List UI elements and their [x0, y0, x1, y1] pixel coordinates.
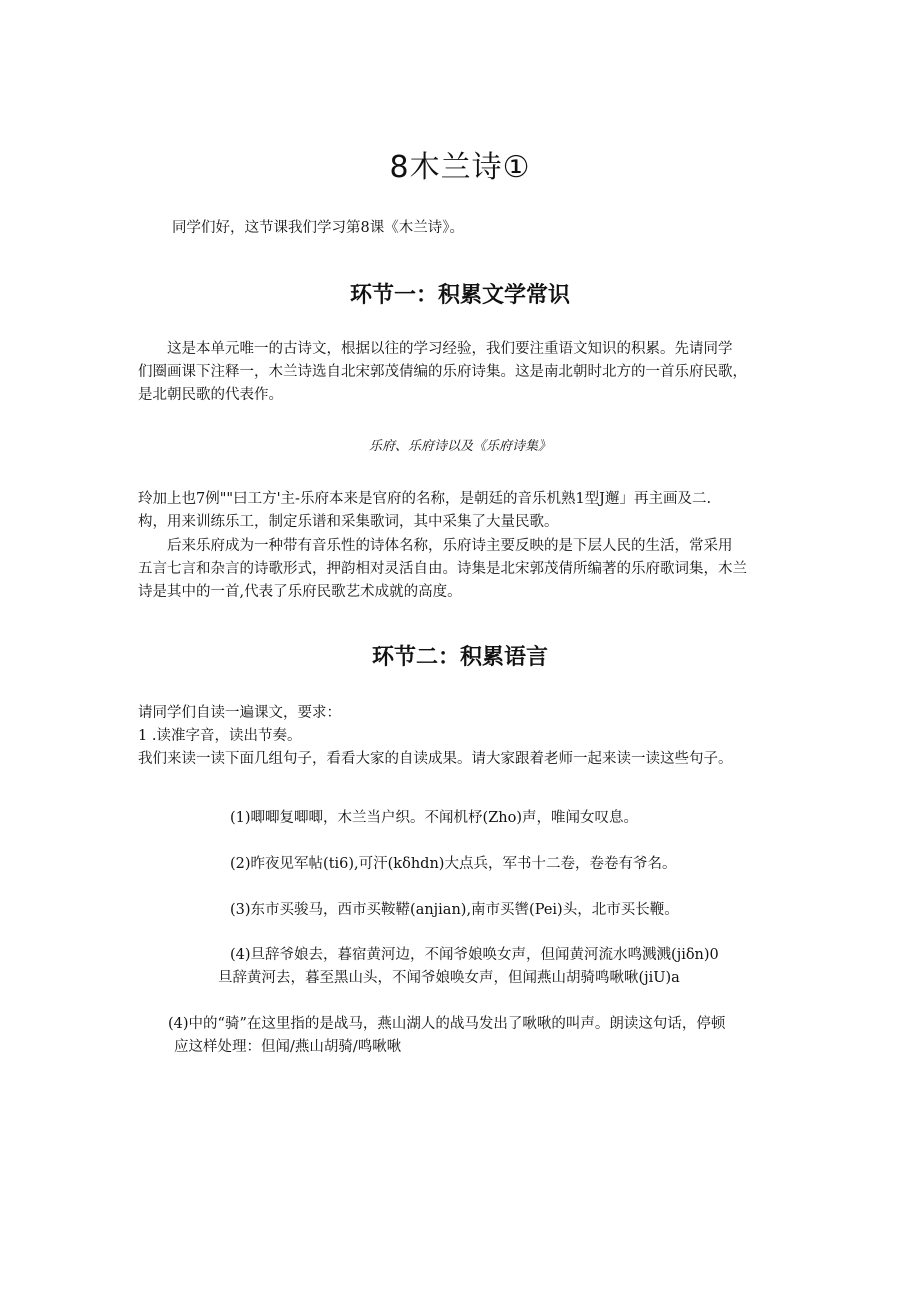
instruction-line: 请同学们自读一遍课文，要求： — [138, 705, 341, 721]
paragraph-line: 诗是其中的一首,代表了乐府民歌艺术成就的高度。 — [138, 584, 462, 600]
sentence-2: (2)昨夜见军帖(ti6),可汗(kδhdn)大点兵，军书十二卷，卷卷有爷名。 — [230, 856, 677, 872]
page-title: 8木兰诗① — [389, 150, 531, 185]
section2-heading: 环节二：积累语言 — [371, 645, 548, 670]
paragraph-line: 五言七言和杂言的诗歌形式，押韵相对灵活自由。诗集是北宋郭茂倩所编著的乐府歌词集，木兰 — [138, 561, 747, 577]
intro-text: 同学们好，这节课我们学习第8课《木兰诗》。 — [172, 220, 464, 236]
section1-caption: 乐府、乐府诗以及《乐府诗集》 — [368, 439, 551, 454]
sentence-1: (1)唧唧复唧唧，木兰当户织。不闻机杼(Zho)声，唯闻女叹息。 — [230, 810, 638, 826]
paragraph-line: 这是本单元唯一的古诗文，根据以往的学习经验，我们要注重语文知识的积累。先请同学 — [167, 341, 733, 357]
note-line: (4)中的“骑”在这里指的是战马，燕山湖人的战马发出了啾啾的叫声。朗读这句话，停顿 — [168, 1016, 726, 1032]
instruction-line: 我们来读一读下面几组句子，看看大家的自读成果。请大家跟着老师一起来读一读这些句子。 — [138, 751, 733, 767]
paragraph-line: 后来乐府成为一种带有音乐性的诗体名称，乐府诗主要反映的是下层人民的生活，常采用 — [167, 538, 733, 554]
note-line: 应这样处理：但闻/燕山胡骑/鸣啾啾 — [174, 1039, 402, 1055]
section1-paragraph-3 — [138, 535, 747, 604]
section1-heading: 环节一：积累文学常识 — [349, 283, 570, 308]
sentence-3: (3)东市买骏马，西市买鞍鞯(anjian),南市买辔(Pei)头，北市买长鞭。 — [230, 902, 679, 918]
section2-instructions — [138, 702, 733, 771]
sentence-4a: (4)旦辞爷娘去，暮宿黄河边，不闻爷娘唤女声，但闻黄河流水鸣溅溅(jiδn)0 — [230, 947, 719, 963]
sentence-4-note — [168, 1013, 725, 1059]
paragraph-line: 是北朝民歌的代表作。 — [138, 387, 283, 403]
paragraph-line: 构，用来训练乐工，制定乐谱和采集歌词，其中采集了大量民歌。 — [138, 514, 559, 530]
paragraph-line: 们圈画课下注释一，木兰诗选自北宋郭茂倩编的乐府诗集。这是南北朝时北方的一首乐府民歌， — [138, 364, 747, 380]
paragraph-line: 玲加上也7例""曰工方'主-乐府本来是官府的名称，是朝廷的音乐机熟1型J邂」再主画及二. — [138, 491, 712, 507]
section1-paragraph-2 — [138, 488, 711, 534]
sentence-4b: 旦辞黄河去，暮至黑山头，不闻爷娘唤女声，但闻燕山胡骑鸣啾啾(jiU)a — [218, 970, 680, 986]
section1-paragraph — [138, 338, 747, 407]
instruction-line: 1 .读准字音，读出节奏。 — [138, 728, 302, 744]
